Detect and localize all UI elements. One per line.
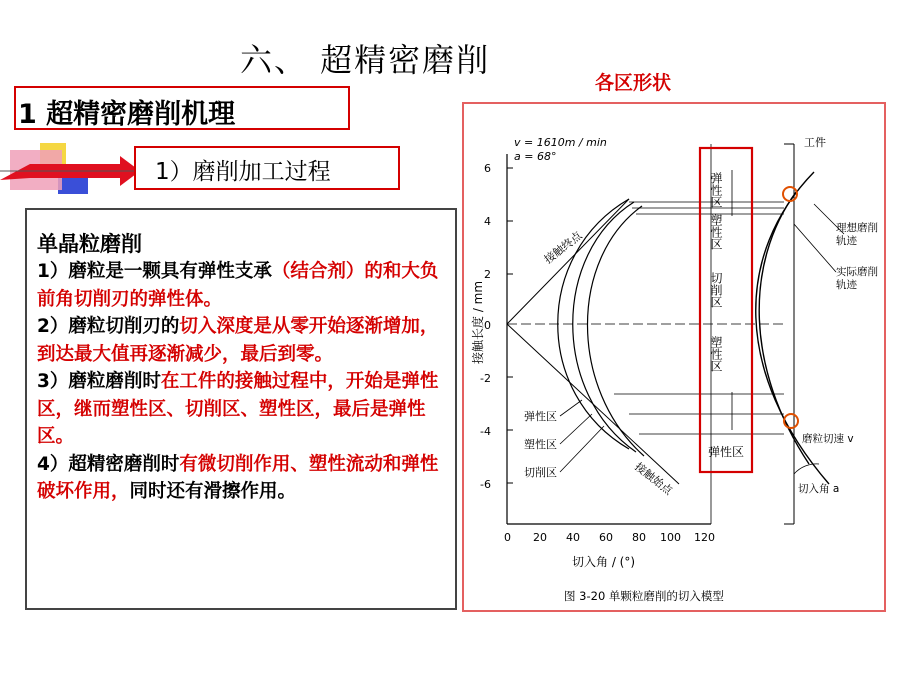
zone-strip-labels <box>708 170 744 459</box>
svg-text:弹性区: 弹性区 <box>524 410 557 423</box>
svg-text:切削区: 切削区 <box>524 466 557 479</box>
svg-text:6: 6 <box>484 162 491 175</box>
contact-end-line <box>507 199 629 324</box>
svg-text:-2: -2 <box>480 372 491 385</box>
x-axis-label: 切入角 / (°) <box>572 555 636 569</box>
contact-end-marker <box>784 414 798 428</box>
svg-text:塑性区: 塑性区 <box>709 336 723 372</box>
decorative-arrow-graphic <box>0 140 140 198</box>
zone-curve-cutting <box>587 206 644 456</box>
svg-text:弹性区: 弹性区 <box>709 172 723 208</box>
svg-text:-4: -4 <box>480 425 491 438</box>
svg-text:100: 100 <box>660 531 681 544</box>
point-1: 1）磨粒是一颗具有弹性支承（结合剂）的和大负前角切削刃的弹性体。 <box>37 261 439 310</box>
zone-legend <box>524 400 604 479</box>
svg-text:塑性区: 塑性区 <box>709 214 723 250</box>
section-title: 1 超精密磨削机理 <box>18 99 236 130</box>
point-4: 4）超精密磨削时有微切削作用、塑性流动和弹性破坏作用，同时还有滑擦作用。 <box>37 453 439 502</box>
svg-text:120: 120 <box>694 531 715 544</box>
contact-start-label: 接触始点 <box>632 460 675 498</box>
explanation-panel <box>25 208 457 610</box>
region-shape-caption: 各区形状 <box>595 72 672 94</box>
track-labels: 理想磨削轨迹 实际磨削轨迹 <box>836 222 878 291</box>
x-ticks <box>504 531 715 544</box>
figure-caption: 图 3-20 单颗粒磨削的切入模型 <box>564 589 724 603</box>
cutting-model-diagram <box>464 104 884 610</box>
svg-text:塑性区: 塑性区 <box>524 438 557 451</box>
svg-text:80: 80 <box>632 531 646 544</box>
svg-text:60: 60 <box>599 531 613 544</box>
speed-param: v = 1610m / min <box>514 136 607 149</box>
svg-text:4: 4 <box>484 215 491 228</box>
zone-strip-highlight <box>700 148 752 472</box>
svg-text:20: 20 <box>533 531 547 544</box>
angle-param: a = 68° <box>514 150 557 163</box>
y-axis-label: 接触长度 / mm <box>471 280 485 364</box>
svg-text:-6: -6 <box>480 478 491 491</box>
cut-angle-label: 切入角 a <box>798 483 840 495</box>
svg-text:0: 0 <box>504 531 511 544</box>
svg-text:2: 2 <box>484 268 491 281</box>
subsection-title: 1）磨削加工过程 <box>155 159 331 185</box>
svg-text:弹性区: 弹性区 <box>708 445 745 459</box>
svg-text:切削区: 切削区 <box>709 272 723 308</box>
grain-speed-label: 磨粒切速 v <box>802 433 854 445</box>
contact-end-label: 接触终点 <box>541 229 585 267</box>
point-3: 3）磨粒磨削时在工件的接触过程中，开始是弹性区，继而塑性区、切削区、塑性区，最后是弹性区。 <box>37 371 439 447</box>
svg-text:0: 0 <box>484 319 491 332</box>
panel-heading: 单晶粒磨削 <box>37 232 142 256</box>
svg-text:40: 40 <box>566 531 580 544</box>
point-2: 2）磨粒切削刃的切入深度是从零开始逐渐增加，到达最大值再逐渐减少，最后到零。 <box>37 316 439 365</box>
workpiece-label: 工件 <box>804 136 826 149</box>
slide-title: 六、 超精密磨削 <box>240 41 491 79</box>
